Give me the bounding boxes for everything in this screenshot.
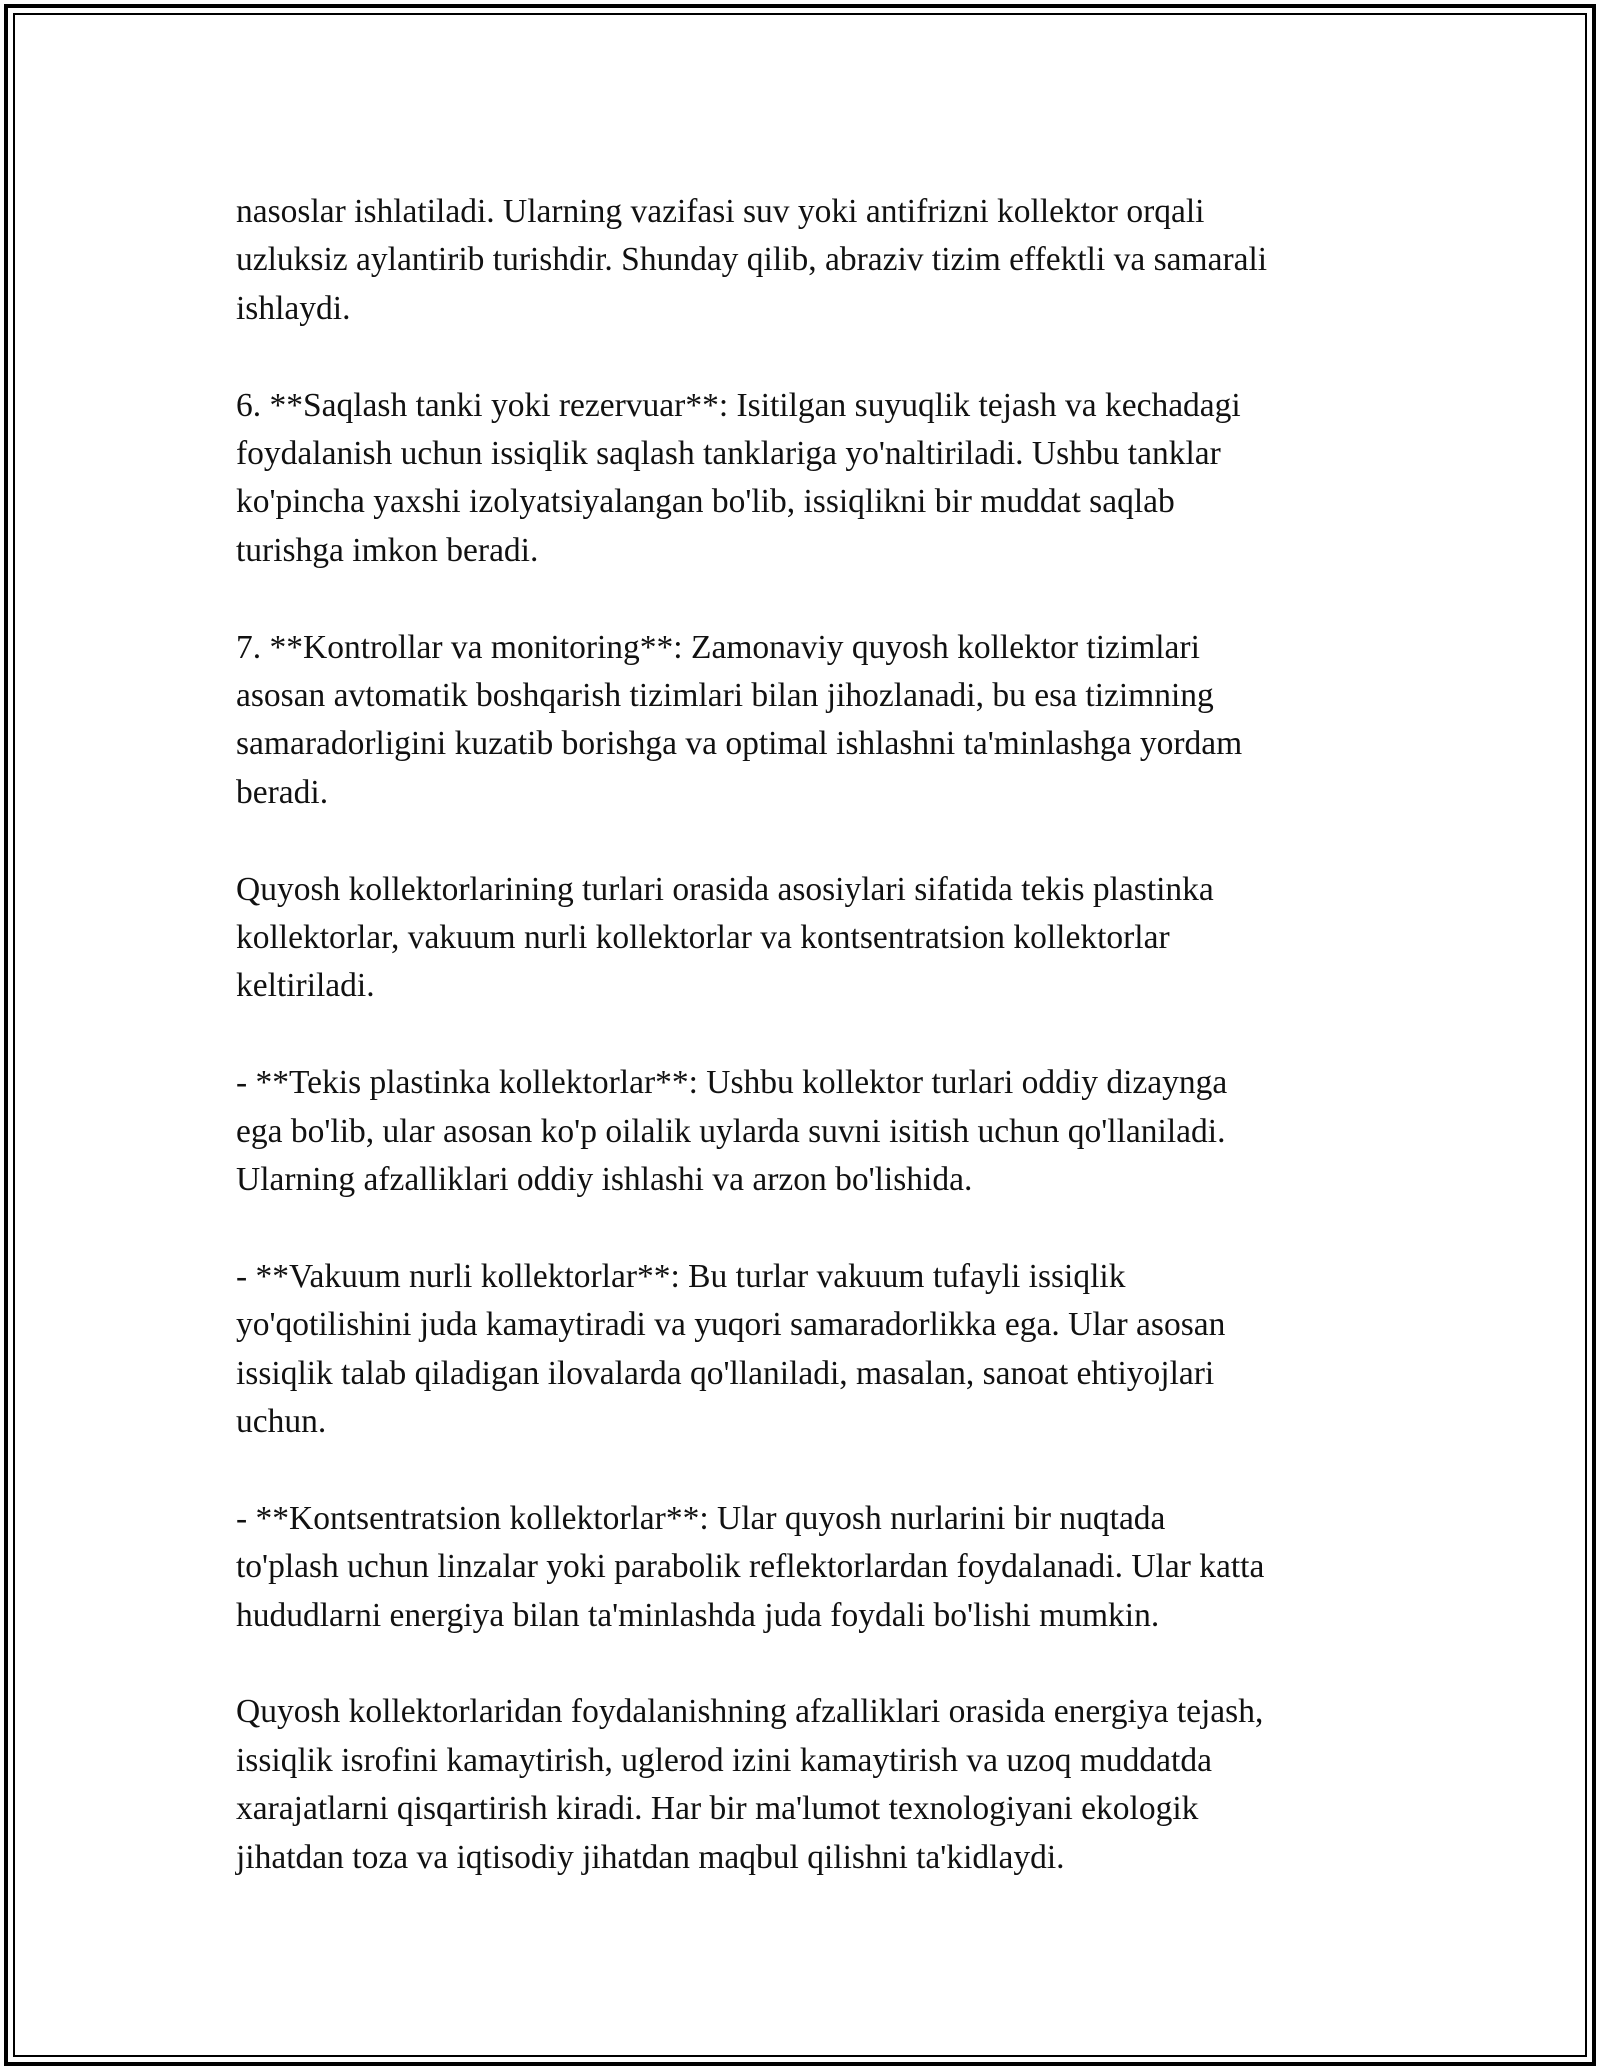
paragraph-storage-tank: 6. **Saqlash tanki yoki rezervuar**: Isitilgan suyuqlik tejash va kechadagi foydalanish uchun issiqlik saqlash tanklariga yo'naltiriladi. Ushbu tanklar ko'pincha yaxshi izolyatsiyalangan bo'lib, issiqlikni bir muddat saqlab turishga imkon beradi.	[236, 386, 1241, 569]
paragraph-controls-monitoring: 7. **Kontrollar va monitoring**: Zamonaviy quyosh kollektor tizimlari asosan avtomatik boshqarish tizimlari bilan jihozlanadi, bu esa tizimning samaradorligini kuzatib borishga va optimal ishlashni ta'minlashga yordam beradi.	[236, 628, 1243, 811]
paragraph-pumps-continuation: nasoslar ishlatiladi. Ularning vazifasi suv yoki antifrizni kollektor orqali uzluksiz aylantirib turishdir. Shunday qilib, abraziv tizim effektli va samarali ishlaydi.	[236, 193, 1268, 327]
paragraph-flat-plate: - **Tekis plastinka kollektorlar**: Ushbu kollektor turlari oddiy dizaynga ega bo'lib, ular asosan ko'p oilalik uylarda suvni isitish uchun qo'llaniladi. Ularning afzalliklari oddiy ishlashi va arzon bo'lishida.	[236, 1064, 1228, 1199]
paragraph-collector-types: Quyosh kollektorlarining turlari orasida asosiylari sifatida tekis plastinka kollektorlar, vakuum nurli kollektorlar va kontsentratsion kollektorlar keltiriladi.	[236, 870, 1214, 1005]
paragraph-concentrating: - **Kontsentratsion kollektorlar**: Ular quyosh nurlarini bir nuqtada to'plash uchun linzalar yoki parabolik reflektorlardan foydalanadi. Ular katta hududlarni energiya bilan ta'minlashda juda foydali bo'lishi mumkin.	[236, 1499, 1265, 1634]
document-body	[236, 188, 1386, 1931]
paragraph-advantages: Quyosh kollektorlaridan foydalanishning afzalliklari orasida energiya tejash, issiqlik isrofini kamaytirish, uglerod izini kamaytirish va uzoq muddatda xarajatlarni qisqartirish kiradi. Har bir ma'lumot texnologiyani ekologik jihatdan toza va iqtisodiy jihatdan maqbul qilishni ta'kidlaydi.	[236, 1693, 1264, 1876]
paragraph-vacuum-tube: - **Vakuum nurli kollektorlar**: Bu turlar vakuum tufayli issiqlik yo'qotilishini juda kamaytiradi va yuqori samaradorlikka ega. Ular asosan issiqlik talab qiladigan ilovalarda qo'llaniladi, masalan, sanoat ehtiyojlari uchun.	[236, 1257, 1226, 1441]
